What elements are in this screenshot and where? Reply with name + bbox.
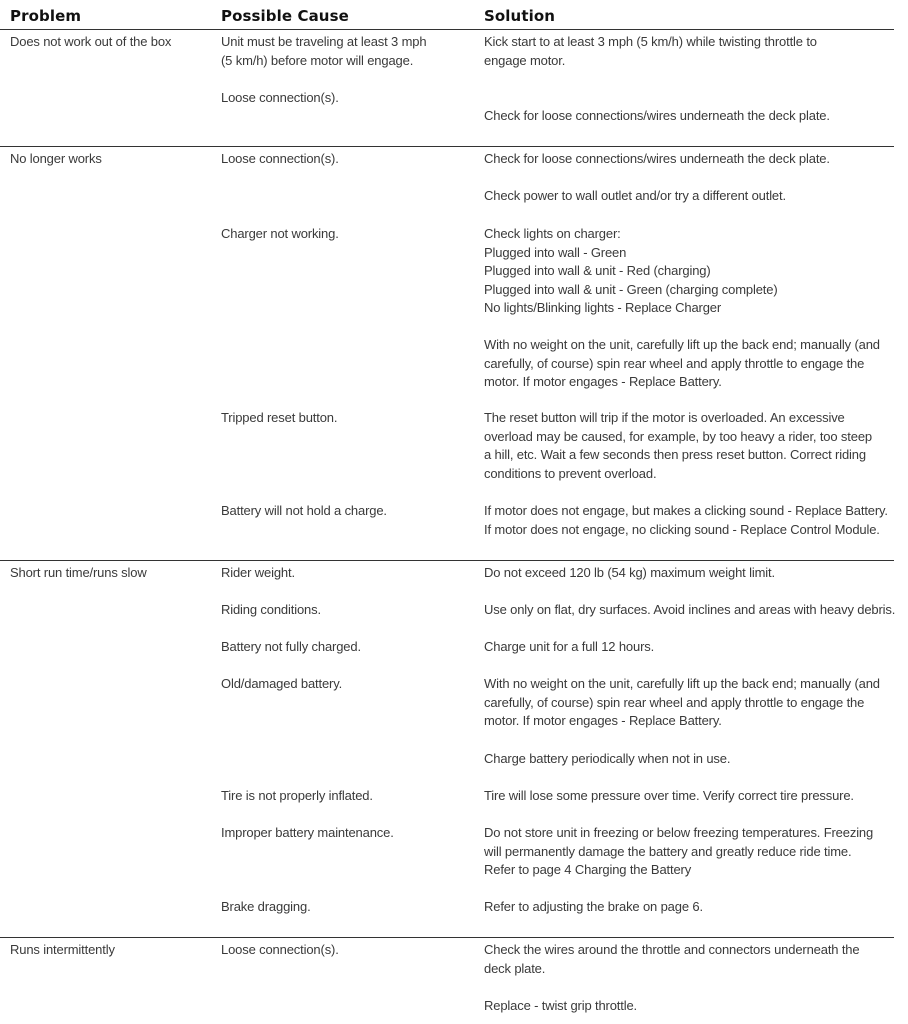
solution-line: If motor does not engage, no clicking sound - Replace Control Module. bbox=[484, 521, 880, 537]
solution-line: The reset button will trip if the motor is overloaded. An excessive bbox=[484, 410, 845, 425]
problem-cell: Runs intermittently bbox=[10, 942, 115, 957]
cause-line: Improper battery maintenance. bbox=[221, 825, 394, 840]
solution-line: Check power to wall outlet and/or try a different outlet. bbox=[484, 188, 786, 203]
cause-line: Brake dragging. bbox=[221, 899, 311, 914]
solution-line: Check the wires around the throttle and connectors underneath the bbox=[484, 942, 860, 957]
solution-line: a hill, etc. Wait a few seconds then press reset button. Correct riding bbox=[484, 447, 866, 463]
solution-line: Check for loose connections/wires underneath the deck plate. bbox=[484, 108, 830, 123]
problem-cell: No longer works bbox=[10, 151, 102, 166]
solution-line: Check lights on charger: bbox=[484, 226, 621, 241]
solution-line: Kick start to at least 3 mph (5 km/h) while twisting throttle to bbox=[484, 34, 817, 49]
solution-line: carefully, of course) spin rear wheel and apply throttle to engage the bbox=[484, 355, 865, 371]
cause-line: Loose connection(s). bbox=[221, 151, 339, 166]
solution-line: engage motor. bbox=[484, 52, 566, 68]
solution-line: overload may be caused, for example, by too heavy a rider, too steep bbox=[484, 428, 872, 444]
solution-line: Replace - twist grip throttle. bbox=[484, 998, 638, 1013]
header-problem: Problem bbox=[10, 7, 82, 25]
solution-line: Plugged into wall & unit - Red (charging) bbox=[484, 263, 711, 279]
solution-line: Charge unit for a full 12 hours. bbox=[484, 639, 655, 654]
solution-line: Plugged into wall & unit - Green (charging complete) bbox=[484, 281, 778, 297]
cause-line: Battery not fully charged. bbox=[221, 639, 361, 654]
solution-line: Refer to adjusting the brake on page 6. bbox=[484, 899, 703, 914]
solution-line: Check for loose connections/wires underneath the deck plate. bbox=[484, 151, 830, 166]
solution-line: If motor does not engage, but makes a clicking sound - Replace Battery. bbox=[484, 503, 888, 518]
solution-line: With no weight on the unit, carefully lift up the back end; manually (and bbox=[484, 337, 880, 352]
solution-line: Do not store unit in freezing or below freezing temperatures. Freezing bbox=[484, 825, 874, 840]
solution-line: Use only on flat, dry surfaces. Avoid inclines and areas with heavy debris. bbox=[484, 602, 896, 617]
cause-line: Riding conditions. bbox=[221, 602, 321, 617]
solution-line: deck plate. bbox=[484, 960, 546, 976]
problem-cell: Short run time/runs slow bbox=[10, 565, 147, 580]
solution-line: motor. If motor engages - Replace Battery. bbox=[484, 713, 722, 729]
cause-line: Rider weight. bbox=[221, 565, 295, 580]
section-divider bbox=[0, 560, 894, 561]
solution-line: Charge battery periodically when not in use. bbox=[484, 751, 731, 766]
header-possible-cause: Possible Cause bbox=[221, 7, 349, 25]
solution-line: No lights/Blinking lights - Replace Charger bbox=[484, 300, 722, 316]
cause-line: Loose connection(s). bbox=[221, 942, 339, 957]
solution-line: conditions to prevent overload. bbox=[484, 465, 657, 481]
solution-line: Plugged into wall - Green bbox=[484, 244, 627, 260]
solution-line: Refer to page 4 Charging the Battery bbox=[484, 862, 692, 878]
header-solution: Solution bbox=[484, 7, 556, 25]
solution-line: carefully, of course) spin rear wheel and apply throttle to engage the bbox=[484, 694, 865, 710]
cause-line: Old/damaged battery. bbox=[221, 676, 343, 691]
cause-line: Unit must be traveling at least 3 mph bbox=[221, 34, 427, 49]
solution-line: Do not exceed 120 lb (54 kg) maximum weight limit. bbox=[484, 565, 775, 580]
problem-cell: Does not work out of the box bbox=[10, 34, 172, 49]
solution-line: will permanently damage the battery and greatly reduce ride time. bbox=[484, 843, 852, 859]
section-divider bbox=[0, 937, 894, 938]
cause-line: Battery will not hold a charge. bbox=[221, 503, 387, 518]
cause-line: Tire is not properly inflated. bbox=[221, 788, 373, 803]
header-rule bbox=[0, 29, 894, 30]
section-divider bbox=[0, 146, 894, 147]
cause-line: Tripped reset button. bbox=[221, 410, 338, 425]
cause-line: Loose connection(s). bbox=[221, 90, 339, 105]
cause-line: (5 km/h) before motor will engage. bbox=[221, 52, 414, 68]
solution-line: motor. If motor engages - Replace Battery. bbox=[484, 374, 722, 390]
solution-line: Tire will lose some pressure over time. Verify correct tire pressure. bbox=[484, 788, 854, 803]
solution-line: With no weight on the unit, carefully lift up the back end; manually (and bbox=[484, 676, 880, 691]
cause-line: Charger not working. bbox=[221, 226, 339, 241]
